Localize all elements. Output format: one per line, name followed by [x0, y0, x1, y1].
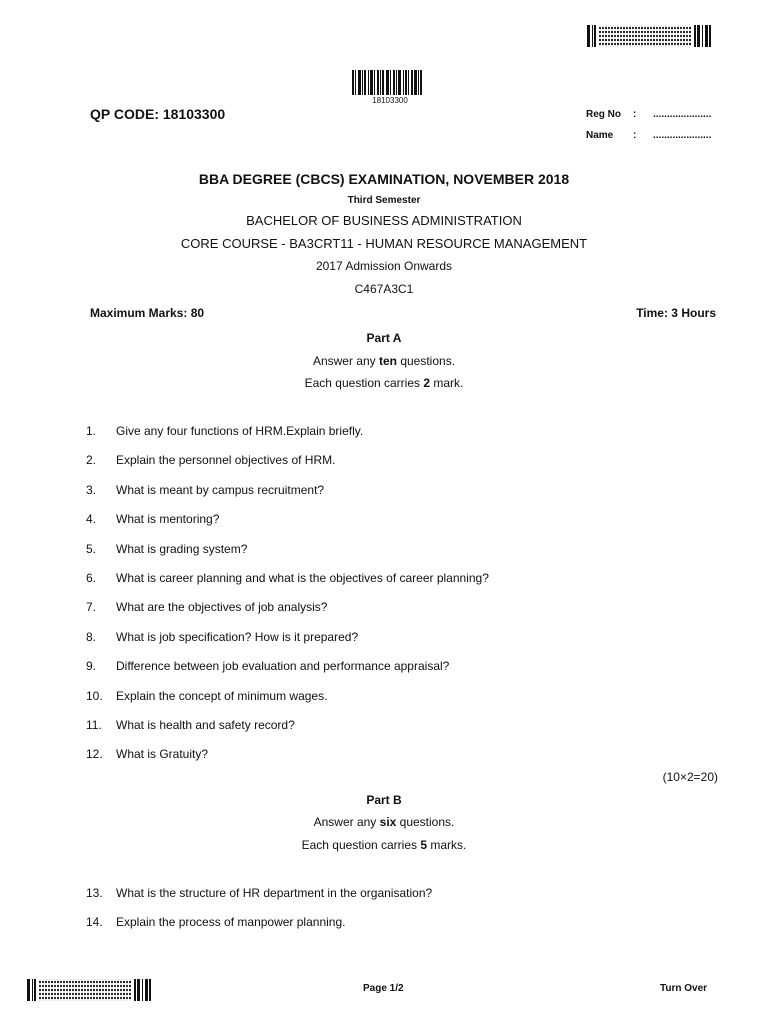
name-field[interactable]: .....................: [653, 130, 712, 141]
page-number: Page 1/2: [363, 983, 404, 994]
maximum-marks: Maximum Marks: 80: [90, 306, 205, 320]
question-number: 10.: [86, 688, 103, 703]
question-text: What is Gratuity?: [116, 747, 209, 762]
part-a-instruction-1: Answer any ten questions.: [312, 354, 456, 368]
question-text: Give any four functions of HRM.Explain briefly.: [116, 424, 364, 438]
course: CORE COURSE - BA3CRT11 - HUMAN RESOURCE MANAGEMENT: [180, 236, 588, 251]
reg-no-field[interactable]: .....................: [653, 109, 712, 120]
question-text: Difference between job evaluation and performance appraisal?: [116, 659, 450, 674]
question-item: [0, 915, 768, 931]
part-a-instruction-2: Each question carries 2 mark.: [304, 376, 464, 390]
question-item: [0, 689, 768, 705]
part-b-title: Part B: [366, 793, 402, 807]
turn-over: Turn Over: [660, 983, 708, 994]
question-number: 9.: [86, 659, 97, 674]
question-item: [0, 424, 768, 440]
question-number: 2.: [86, 453, 97, 468]
question-item: [0, 571, 768, 587]
programme: BACHELOR OF BUSINESS ADMINISTRATION: [246, 213, 522, 228]
question-text: What is meant by campus recruitment?: [116, 482, 325, 497]
question-item: [0, 718, 768, 734]
question-item: [0, 630, 768, 646]
question-number: 11.: [86, 718, 102, 732]
question-item: [0, 483, 768, 499]
barcode-number: 18103300: [372, 96, 408, 105]
semester: Third Semester: [347, 195, 421, 206]
question-item: [0, 886, 768, 902]
question-text: What is grading system?: [116, 541, 248, 556]
question-item: [0, 542, 768, 558]
question-text: Explain the concept of minimum wages.: [116, 688, 328, 703]
reg-no-label: Reg No: [586, 109, 621, 120]
question-text: Explain the personnel objectives of HRM.: [116, 453, 336, 468]
question-number: 3.: [86, 482, 97, 497]
question-item: [0, 659, 768, 675]
question-item: [0, 600, 768, 616]
bottom-left-barcode-icon: [27, 979, 157, 1001]
part-a-marks: (10×2=20): [662, 770, 718, 784]
question-item: [0, 747, 768, 763]
part-a-title: Part A: [366, 331, 402, 345]
question-text: What is job specification? How is it prepared?: [116, 629, 359, 644]
time: Time: 3 Hours: [636, 306, 716, 320]
paper-code: C467A3C1: [354, 282, 414, 296]
question-number: 8.: [86, 629, 97, 644]
top-right-barcode-icon: [587, 25, 717, 47]
name-label: Name: [586, 130, 614, 141]
part-b-instruction-2: Each question carries 5 marks.: [301, 838, 467, 852]
question-number: 7.: [86, 600, 97, 615]
question-text: Explain the process of manpower planning.: [116, 915, 346, 930]
name-colon: :: [633, 130, 637, 141]
question-text: What are the objectives of job analysis?: [116, 600, 328, 615]
question-text: What is career planning and what is the objectives of career planning?: [116, 571, 489, 585]
question-text: What is mentoring?: [116, 512, 220, 527]
qp-code: QP CODE: 18103300: [90, 106, 226, 122]
question-number: 13.: [86, 886, 103, 900]
reg-no-colon: :: [633, 109, 637, 120]
exam-title: BBA DEGREE (CBCS) EXAMINATION, NOVEMBER 2018: [198, 171, 570, 187]
part-b-instruction-1: Answer any six questions.: [313, 815, 455, 829]
question-item: [0, 453, 768, 469]
question-item: [0, 512, 768, 528]
question-number: 14.: [86, 915, 103, 930]
question-text: What is health and safety record?: [116, 718, 295, 732]
question-number: 4.: [86, 512, 97, 527]
admission: 2017 Admission Onwards: [315, 259, 453, 273]
question-number: 6.: [86, 571, 97, 585]
question-text: What is the structure of HR department in the organisation?: [116, 886, 433, 900]
question-number: 12.: [86, 747, 103, 762]
center-barcode-icon: [352, 70, 428, 95]
question-number: 1.: [86, 424, 97, 438]
question-number: 5.: [86, 541, 97, 556]
